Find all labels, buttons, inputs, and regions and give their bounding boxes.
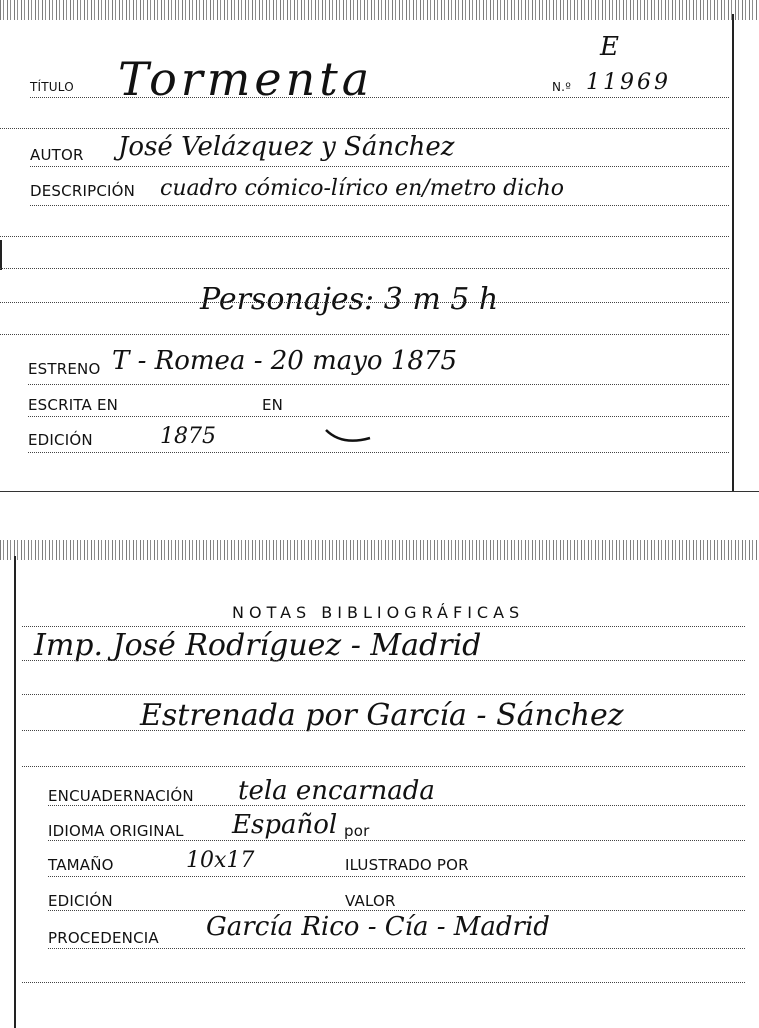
personajes-rule: [0, 302, 729, 303]
tamano-label: TAMAÑO: [48, 856, 114, 874]
note-rule-4: [22, 766, 745, 767]
edicion-value: 1875: [160, 424, 216, 449]
edicion-rule-back: [48, 910, 745, 911]
blank-rule-1: [0, 128, 729, 129]
encuadernacion-value: tela encarnada: [238, 776, 435, 806]
encuadernacion-label: ENCUADERNACIÓN: [48, 787, 194, 805]
estreno-label: ESTRENO: [28, 360, 101, 378]
edicion-label-back: EDICIÓN: [48, 892, 113, 910]
tamano-value: 10x17: [186, 848, 255, 873]
catalog-card-front: [0, 0, 759, 492]
header-rule: [22, 626, 745, 627]
idioma-rule: [48, 840, 745, 841]
idioma-value: Español: [232, 810, 338, 840]
corner-mark: E: [600, 32, 619, 62]
notas-header: NOTAS BIBLIOGRÁFICAS: [232, 603, 525, 622]
card-right-border: [732, 14, 734, 492]
edicion-rule: [28, 452, 729, 453]
por-label: por: [344, 822, 370, 840]
autor-rule: [30, 166, 729, 167]
titulo-label: TÍTULO: [30, 80, 74, 94]
titulo-value: Tormenta: [118, 52, 374, 106]
ilustrado-label: ILUSTRADO POR: [345, 856, 469, 874]
idioma-label: IDIOMA ORIGINAL: [48, 822, 184, 840]
blank-rule-4: [0, 334, 729, 335]
descripcion-rule: [30, 205, 729, 206]
catalog-card-back: [0, 540, 759, 1028]
procedencia-value: García Rico - Cía - Madrid: [206, 912, 550, 942]
note-rule-2: [22, 694, 745, 695]
autor-value: José Velázquez y Sánchez: [118, 132, 455, 162]
card-top-bottom-edge: [0, 491, 759, 492]
en-label: EN: [262, 396, 284, 414]
procedencia-label: PROCEDENCIA: [48, 929, 159, 947]
descripcion-value: cuadro cómico-lírico en/metro dicho: [160, 176, 565, 201]
blank-rule-2: [0, 236, 729, 237]
descripcion-label: DESCRIPCIÓN: [30, 182, 136, 200]
card-top-edge-texture: [0, 0, 759, 20]
personajes-value: Personajes: 3 m 5 h: [200, 282, 499, 317]
note-rule-3: [22, 730, 745, 731]
note-line-1: Imp. José Rodríguez - Madrid: [34, 628, 482, 663]
titulo-rule: [30, 97, 729, 98]
valor-label: VALOR: [345, 892, 396, 910]
edicion-label: EDICIÓN: [28, 431, 93, 449]
escrita-label: ESCRITA EN: [28, 396, 119, 414]
blank-rule-3: [0, 268, 729, 269]
pen-stroke-mark: [322, 424, 376, 446]
autor-label: AUTOR: [30, 146, 84, 164]
bottom-blank-rule: [22, 982, 745, 983]
procedencia-rule: [48, 948, 745, 949]
card-bottom-edge-texture: [0, 540, 759, 560]
encuadernacion-rule: [48, 805, 745, 806]
note-line-2: Estrenada por García - Sánchez: [140, 698, 624, 733]
numero-label: N.º: [552, 80, 572, 94]
escrita-rule: [28, 416, 729, 417]
estreno-value: T - Romea - 20 mayo 1875: [112, 346, 458, 376]
card-left-border: [14, 556, 16, 1028]
card-left-mark: [0, 240, 2, 270]
numero-value: 11969: [586, 70, 671, 95]
note-rule-1: [22, 660, 745, 661]
tamano-rule: [48, 876, 745, 877]
estreno-rule: [28, 384, 729, 385]
